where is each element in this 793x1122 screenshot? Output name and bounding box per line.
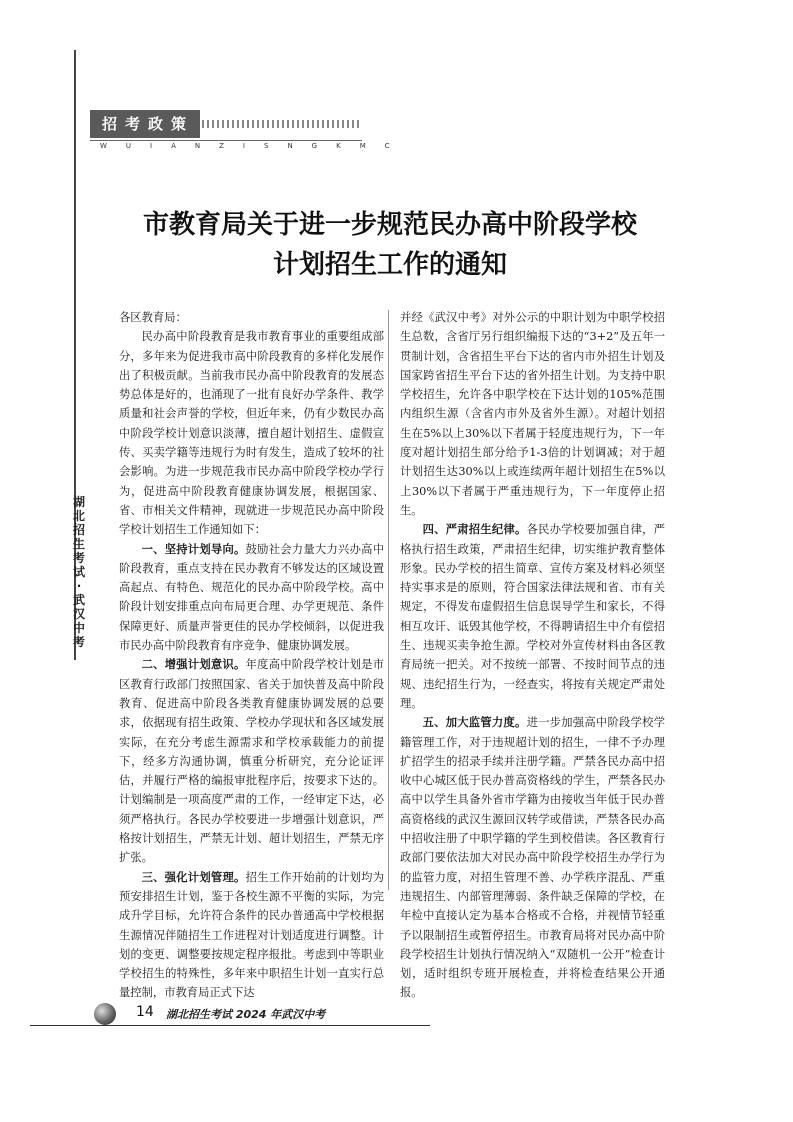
section-5-body: 进一步加强高中阶段学校学籍管理工作，对于违规超计划的招生，一律不予办理扩招学生的招录手续并注册学籍。严禁各民办高中招收中心城区低于民办普高资格线的学生，严禁各民办高中以学生具备外省市学籍为由接收当年低于民办普高资格线的武汉生源回汉转学或借读，严禁各民办高中招收注册了中职学籍的学生到校借读。各区教育行政部门要依法加大对民办高中阶段学校招生办学行为的监管力度，对招生管理不善、办学秩序混乱、严重违规招生、内部管理薄弱、条件缺乏保障的学校，在年检中直接认定为基本合格或不合格，并视情节轻重予以限制招生或暂停招生。市教育局将对民办高中阶段学校招生计划执行情况纳入“双随机一公开”检查计划，适时组织专班开展检查，并将检查结果公开通报。 <box>400 716 665 1000</box>
left-column <box>119 308 384 1003</box>
section-3-heading: 三、强化计划管理。 <box>141 870 246 884</box>
title-line-2: 计划招生工作的通知 <box>272 250 507 280</box>
paragraph-section-4 <box>400 520 665 713</box>
paragraph-intro: 民办高中阶段教育是我市教育事业的重要组成部分，多年来为促进我市高中阶段教育的多样化发展作出了积极贡献。当前我市民办高中阶段教育的发展态势总体是好的，也涌现了一批有良好办学条件、教学质量和社会声誉的学校，但近年来，仍有少数民办高中阶段学校计划意识淡薄，擅自超计划招生、虚假宣传、买卖学籍等违规行为时有发生，造成了较坏的社会影响。为进一步规范我市民办高中阶段学校办学行为，促进高中阶段教育健康协调发展，根据国家、省、市相关文件精神，现就进一步规范民办高中阶段学校计划招生工作通知如下： <box>119 330 384 537</box>
right-column <box>400 308 665 1003</box>
header-underline <box>90 140 362 141</box>
section-3-body: 招生工作开始前的计划均为预安排招生计划，鉴于各校生源不平衡的实际，为完成升学目标，允许符合条件的民办普通高中学校根据生源情况伴随招生工作进程对计划适度进行调整。计划的变更、调整要按规定程序报批。考虑到中等职业学校招生的特殊性，多年来中职招生计划一直实行总量控制，市教育局正式下达 <box>119 870 384 1000</box>
section-2-body: 年度高中阶段学校计划是市区教育行政部门按照国家、省关于加快普及高中阶段教育、促进高中阶段各类教育健康协调发展的总要求，依据现有招生政策、学校办学现状和各区域发展实际，在充分考虑生源需求和学校承载能力的前提下，经多方沟通协调，慎重分析研究，充分论证评估，并履行严格的编报审批程序后，按要求下达的。计划编制是一项高度严肃的工作，一经审定下达，必须严格执行。各民办学校要进一步增强计划意识，严格按计划招生，严禁无计划、超计划招生，严禁无序扩张。 <box>119 658 384 865</box>
side-journal-label: 湖北招生考试·武汉中考 <box>72 495 85 649</box>
title-line-1: 市教育局关于进一步规范民办高中阶段学校 <box>142 210 637 240</box>
paragraph-section-3-continued: 并经《武汉中考》对外公示的中职计划为中职学校招生总数，含省厅另行组织编报下达的“3+2”及五年一贯制计划，含省招生平台下达的省内市外招生计划及国家跨省招生平台下达的省外招生计划。为支持中职学校招生，允许各中职学校在下达计划的105%范围内组织生源（含省内市外及省外生源）。对超计划招生在5%以上30%以下者属于轻度违规行为，下一年度对超计划招生部分给予1-3倍的计划调减；对于超计划招生达30%以上或连续两年超计划招生在5%以上30%以下者属于严重违规行为，下一年度停止招生。 <box>400 311 665 517</box>
page-number: 14 <box>136 1004 154 1020</box>
paragraph-section-2 <box>119 655 384 867</box>
header-dotted-pattern <box>202 120 362 128</box>
section-4-heading: 四、严肃招生纪律。 <box>422 523 527 537</box>
paragraph-section-1 <box>119 540 384 656</box>
salutation: 各区教育局： <box>119 311 187 324</box>
column-divider <box>388 310 389 890</box>
page-title <box>90 205 690 285</box>
section-4-body: 各民办学校要加强自律，严格执行招生政策，严肃招生纪律，切实维护教育整体形象。民办学校的招生简章、宣传方案及材料必须坚持实事求是的原则，符合国家法律法规和省、市有关规定，不得发布虚假招生信息误导学生和家长，不得相互攻讦、诋毁其他学校，不得聘请招生中介有偿招生、违规买卖争抢生源。学校对外宣传材料由各区教育局统一把关。对不按统一部署、不按时间节点的违规、违纪招生行为，一经查实，将按有关规定严肃处理。 <box>400 523 665 710</box>
footer-disc-icon <box>94 1003 116 1025</box>
footer-rule <box>30 1025 430 1026</box>
paragraph-section-3 <box>119 868 384 1003</box>
section-5-heading: 五、加大监管力度。 <box>422 716 527 730</box>
section-1-body: 鼓励社会力量大力兴办高中阶段教育，重点支持在民办教育不够发达的区域设置高起点、有特色、规范化的民办高中阶段学校。高中阶段计划安排重点向布局更合理、办学更规范、条件保障更好、质量声誉更佳的民办学校倾斜，以促进我市民办高中阶段教育有序竞争、健康协调发展。 <box>119 542 384 653</box>
section-pinyin: WUIANZISNGKMC <box>100 142 409 150</box>
section-1-heading: 一、坚持计划导向。 <box>141 542 246 556</box>
footer-publication: 湖北招生考试 2024 年武汉中考 <box>166 1008 326 1021</box>
section-label: 招考政策 <box>90 110 200 138</box>
section-2-heading: 二、增强计划意识。 <box>141 658 246 672</box>
paragraph-section-5 <box>400 713 665 1002</box>
